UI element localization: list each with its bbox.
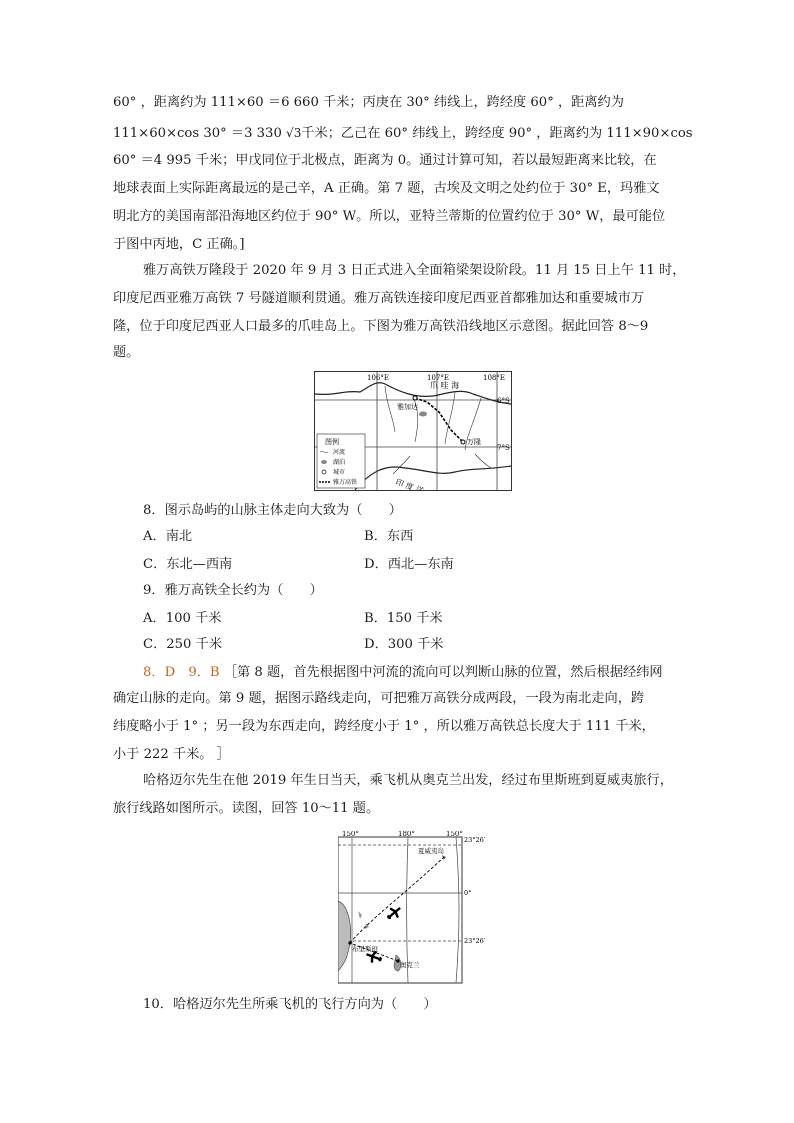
q10-stem: 10．哈格迈尔先生所乘飞机的飞行方向为（ ） <box>143 997 437 1012</box>
q8-option-a: A．南北 <box>143 529 193 544</box>
q8-option-b: B．东西 <box>364 529 414 544</box>
lat-equator-label: 0° <box>464 889 472 897</box>
intro1-line-4: 题。 <box>113 345 140 360</box>
river-1 <box>385 386 395 432</box>
lat-7s-label: 7°S <box>497 444 510 452</box>
q9-option-c: C．250 千米 <box>143 637 223 652</box>
para1-line-3: 60° ＝4 995 千米；甲戊同位于北极点，距离为 0。通过计算可知，若以最短距离来比较，在 <box>113 153 657 168</box>
para1-line-2-a: 111×60×cos 30° ＝3 330 <box>113 126 287 141</box>
answer-line-3: 纬度略小于 1° ；另一段为东西走向，跨经度小于 1° ，所以雅万高铁总长度大于 111 千米， <box>113 719 655 734</box>
river-5 <box>393 456 410 474</box>
q9-option-d: D．300 千米 <box>364 637 444 652</box>
map-jakarta-bandung <box>314 371 512 491</box>
para1-line-1: 60° ，距离约为 111×60 ＝6 660 千米；丙庚在 30° 纬线上，跨经度 60° ，距离约为 <box>113 95 624 110</box>
q9-option-a: A．100 千米 <box>143 611 222 626</box>
sqrt-3: √3 <box>286 126 302 140</box>
map-flight-route-svg <box>338 831 488 987</box>
legend-city-symbol <box>322 470 326 474</box>
answer-line-2: 确定山脉的走向。第 9 题，据图示路线走向，可把雅万高铁分成两段，一段为南北走向，跨 <box>113 691 645 706</box>
north-coastline <box>315 383 511 404</box>
hawaii-label: 夏威夷岛 <box>418 847 444 855</box>
legend-lake-symbol <box>321 460 327 464</box>
para1-line-2-b: 千米；乙己在 60° 纬线上，跨经度 90° ，距离约为 111×90×cos <box>301 126 693 141</box>
brisbane-label: 布里斯班 <box>352 945 378 953</box>
para1-line-4: 地球表面上实际距离最远的是己辛，A 正确。第 7 题，古埃及文明之处约位于 30° E，玛雅文 <box>113 181 660 196</box>
intro2-line-1: 哈格迈尔先生在他 2019 年生日当天，乘飞机从奥克兰出发，经过布里斯班到夏威夷旅行， <box>143 773 673 788</box>
answer-line-1 <box>143 664 663 682</box>
legend-city: 城市 <box>333 469 346 476</box>
q8-option-c: C．东北—西南 <box>143 557 233 572</box>
q8-stem: 8．图示岛屿的山脉主体走向大致为（ ） <box>143 503 402 518</box>
city-jakarta-dot <box>413 396 417 400</box>
q8-option-d: D．西北—东南 <box>364 557 454 572</box>
bandung-label: 万隆 <box>467 438 481 446</box>
intro1-line-1: 雅万高铁万隆段于 2020 年 9 月 3 日正式进入全面箱梁架设阶段。11 月 15 日上午 11 时， <box>143 263 686 278</box>
answer-line-4: 小于 222 千米。 ］ <box>113 747 230 762</box>
q9-stem: 9．雅万高铁全长约为（ ） <box>143 583 323 598</box>
map-flight-route <box>338 831 486 985</box>
lon-180-label: 180° <box>398 831 415 838</box>
lon-106-label: 106°E <box>367 374 389 382</box>
lon-150e-label: 150° <box>342 831 359 838</box>
answer-line-1-text: ［第 8 题，首先根据图中河流的流向可以判断山脉的位置，然后根据经纬网 <box>223 665 663 680</box>
para1-line-6: 于图中丙地，C 正确。] <box>113 237 245 252</box>
intro1-line-3: 隆，位于印度尼西亚人口最多的爪哇岛上。下图为雅万高铁沿线地区示意图。据此回答 8～9 <box>113 319 649 334</box>
intro1-line-2: 印度尼西亚雅万高铁 7 号隧道顺利贯通。雅万高铁连接印度尼西亚首都雅加达和重要城市万 <box>113 291 645 306</box>
intro2-line-2: 旅行线路如图所示。读图，回答 10～11 题。 <box>113 801 380 816</box>
legend-title: 图例 <box>325 438 339 446</box>
lon-150w-label: 150° <box>446 831 463 838</box>
para1-line-5: 明北方的美国南部沿海地区约位于 90° W。所以，亚特兰蒂斯的位置约位于 30° W，最可能位 <box>113 209 666 224</box>
legend-rail: 雅万高铁 <box>333 479 358 486</box>
answer-key: 8．D 9．B <box>143 665 220 680</box>
lon-107-label: 107°E <box>427 374 449 382</box>
auckland-label: 奥克兰 <box>400 961 420 969</box>
river-6 <box>475 454 491 468</box>
railway-line <box>415 398 463 442</box>
jakarta-label: 雅加达 <box>397 403 418 411</box>
legend-lake: 湖泊 <box>333 459 346 466</box>
lon-108-label: 108°E <box>483 374 505 382</box>
q9-option-b: B．150 千米 <box>364 611 443 626</box>
map-jakarta-bandung-svg <box>315 372 511 490</box>
indian-ocean-label: 印 度 洋 <box>394 477 425 490</box>
lat-6s-label: 6°S <box>497 397 510 405</box>
city-bandung-dot <box>461 440 465 444</box>
south-coastline <box>355 466 511 490</box>
lat-top-label: 23°26′ <box>464 836 486 844</box>
lake <box>419 412 427 417</box>
java-sea-label: 爪 哇 海 <box>430 381 460 390</box>
lat-bottom-label: 23°26′ <box>464 937 486 945</box>
legend-river: 河流 <box>333 449 346 456</box>
para1-line-2 <box>113 124 693 143</box>
